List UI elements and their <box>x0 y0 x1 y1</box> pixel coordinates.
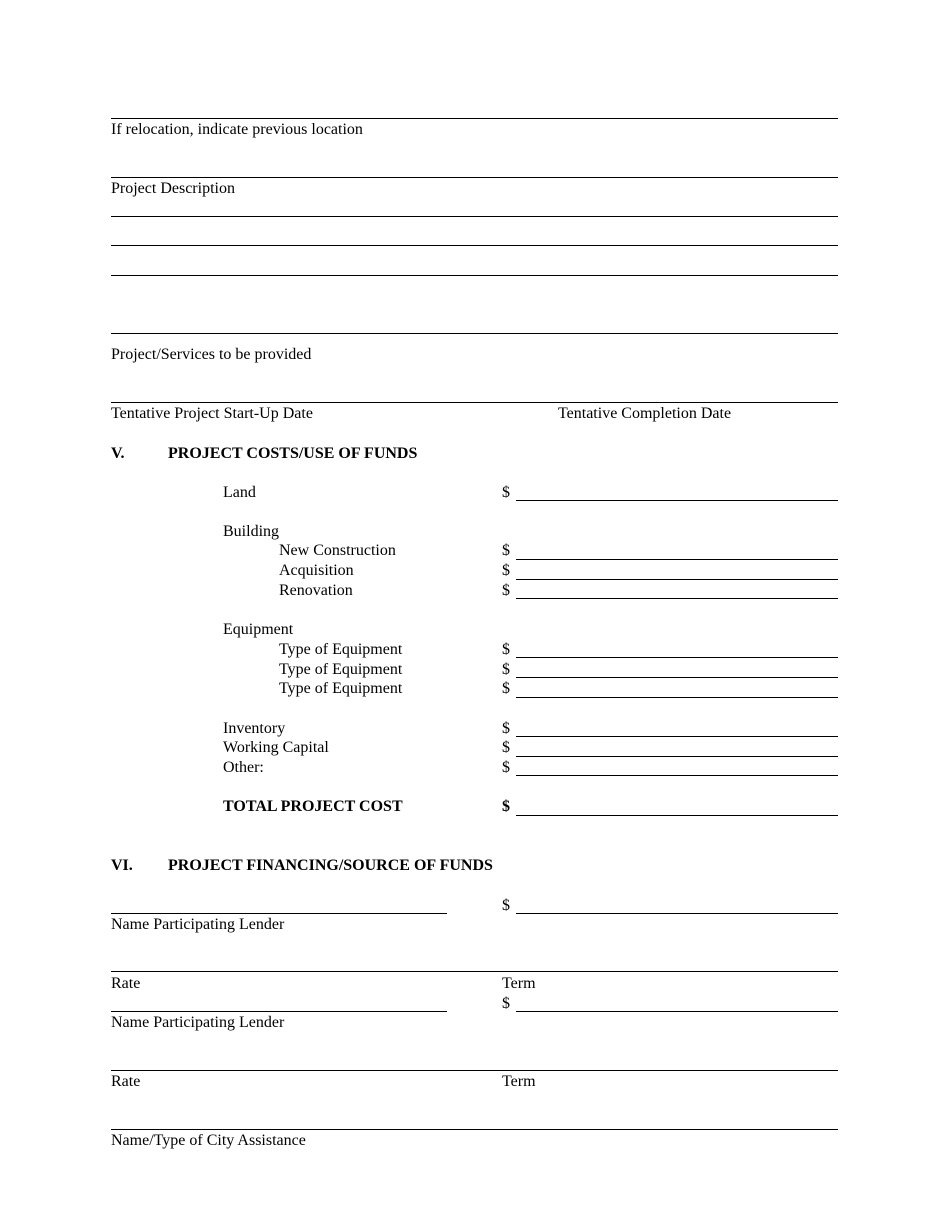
lender-2-name-label: Name Participating Lender <box>111 1014 285 1031</box>
section-v-title: PROJECT COSTS/USE OF FUNDS <box>168 445 418 462</box>
inventory-label: Inventory <box>223 720 286 737</box>
equipment-type-2-dollar: $ <box>502 661 510 678</box>
description-label: Project Description <box>111 180 235 197</box>
relocation-line[interactable] <box>111 118 838 119</box>
total-project-cost-label: TOTAL PROJECT COST <box>223 798 403 815</box>
land-dollar: $ <box>502 484 510 501</box>
lender-2-name-line[interactable] <box>111 1011 447 1012</box>
acquisition-amount-line[interactable] <box>516 579 838 580</box>
other-label: Other: <box>223 759 264 776</box>
rate-1-label: Rate <box>111 975 141 992</box>
lender-1-name-label: Name Participating Lender <box>111 916 285 933</box>
relocation-label: If relocation, indicate previous location <box>111 121 363 138</box>
equipment-type-2-amount-line[interactable] <box>516 677 838 678</box>
city-assistance-line[interactable] <box>111 1129 838 1130</box>
equipment-type-3-dollar: $ <box>502 680 510 697</box>
equipment-label: Equipment <box>223 621 294 638</box>
working-capital-label: Working Capital <box>223 739 329 756</box>
rate-term-1-line[interactable] <box>111 971 838 972</box>
equipment-type-1-amount-line[interactable] <box>516 657 838 658</box>
rate-term-2-line[interactable] <box>111 1070 838 1071</box>
equipment-type-1-dollar: $ <box>502 641 510 658</box>
description-line-1[interactable] <box>111 177 838 178</box>
description-line-3[interactable] <box>111 245 838 246</box>
services-label: Project/Services to be provided <box>111 346 312 363</box>
total-project-cost-dollar: $ <box>502 798 510 815</box>
other-amount-line[interactable] <box>516 775 838 776</box>
equipment-type-2-label: Type of Equipment <box>279 661 403 678</box>
city-assistance-label: Name/Type of City Assistance <box>111 1132 306 1149</box>
section-vi-number: VI. <box>111 857 133 874</box>
lender-1-dollar: $ <box>502 897 510 914</box>
other-dollar: $ <box>502 759 510 776</box>
renovation-label: Renovation <box>279 582 353 599</box>
description-line-2[interactable] <box>111 216 838 217</box>
lender-2-dollar: $ <box>502 995 510 1012</box>
equipment-type-1-label: Type of Equipment <box>279 641 403 658</box>
lender-1-name-line[interactable] <box>111 913 447 914</box>
new-construction-label: New Construction <box>279 542 396 559</box>
section-vi-title: PROJECT FINANCING/SOURCE OF FUNDS <box>168 857 493 874</box>
description-line-4[interactable] <box>111 275 838 276</box>
section-v-number: V. <box>111 445 125 462</box>
working-capital-dollar: $ <box>502 739 510 756</box>
term-2-label: Term <box>502 1073 536 1090</box>
inventory-dollar: $ <box>502 720 510 737</box>
acquisition-label: Acquisition <box>279 562 354 579</box>
total-project-cost-amount-line[interactable] <box>516 815 838 816</box>
acquisition-dollar: $ <box>502 562 510 579</box>
lender-2-amount-line[interactable] <box>516 1011 838 1012</box>
land-label: Land <box>223 484 256 501</box>
start-date-label: Tentative Project Start-Up Date <box>111 405 313 422</box>
services-line[interactable] <box>111 333 838 334</box>
equipment-type-3-label: Type of Equipment <box>279 680 403 697</box>
rate-2-label: Rate <box>111 1073 141 1090</box>
land-amount-line[interactable] <box>516 500 838 501</box>
lender-1-amount-line[interactable] <box>516 913 838 914</box>
renovation-amount-line[interactable] <box>516 598 838 599</box>
dates-line[interactable] <box>111 402 838 403</box>
completion-date-label: Tentative Completion Date <box>558 405 732 422</box>
new-construction-amount-line[interactable] <box>516 559 838 560</box>
equipment-type-3-amount-line[interactable] <box>516 697 838 698</box>
renovation-dollar: $ <box>502 582 510 599</box>
working-capital-amount-line[interactable] <box>516 756 838 757</box>
new-construction-dollar: $ <box>502 542 510 559</box>
term-1-label: Term <box>502 975 536 992</box>
inventory-amount-line[interactable] <box>516 736 838 737</box>
building-label: Building <box>223 523 280 540</box>
